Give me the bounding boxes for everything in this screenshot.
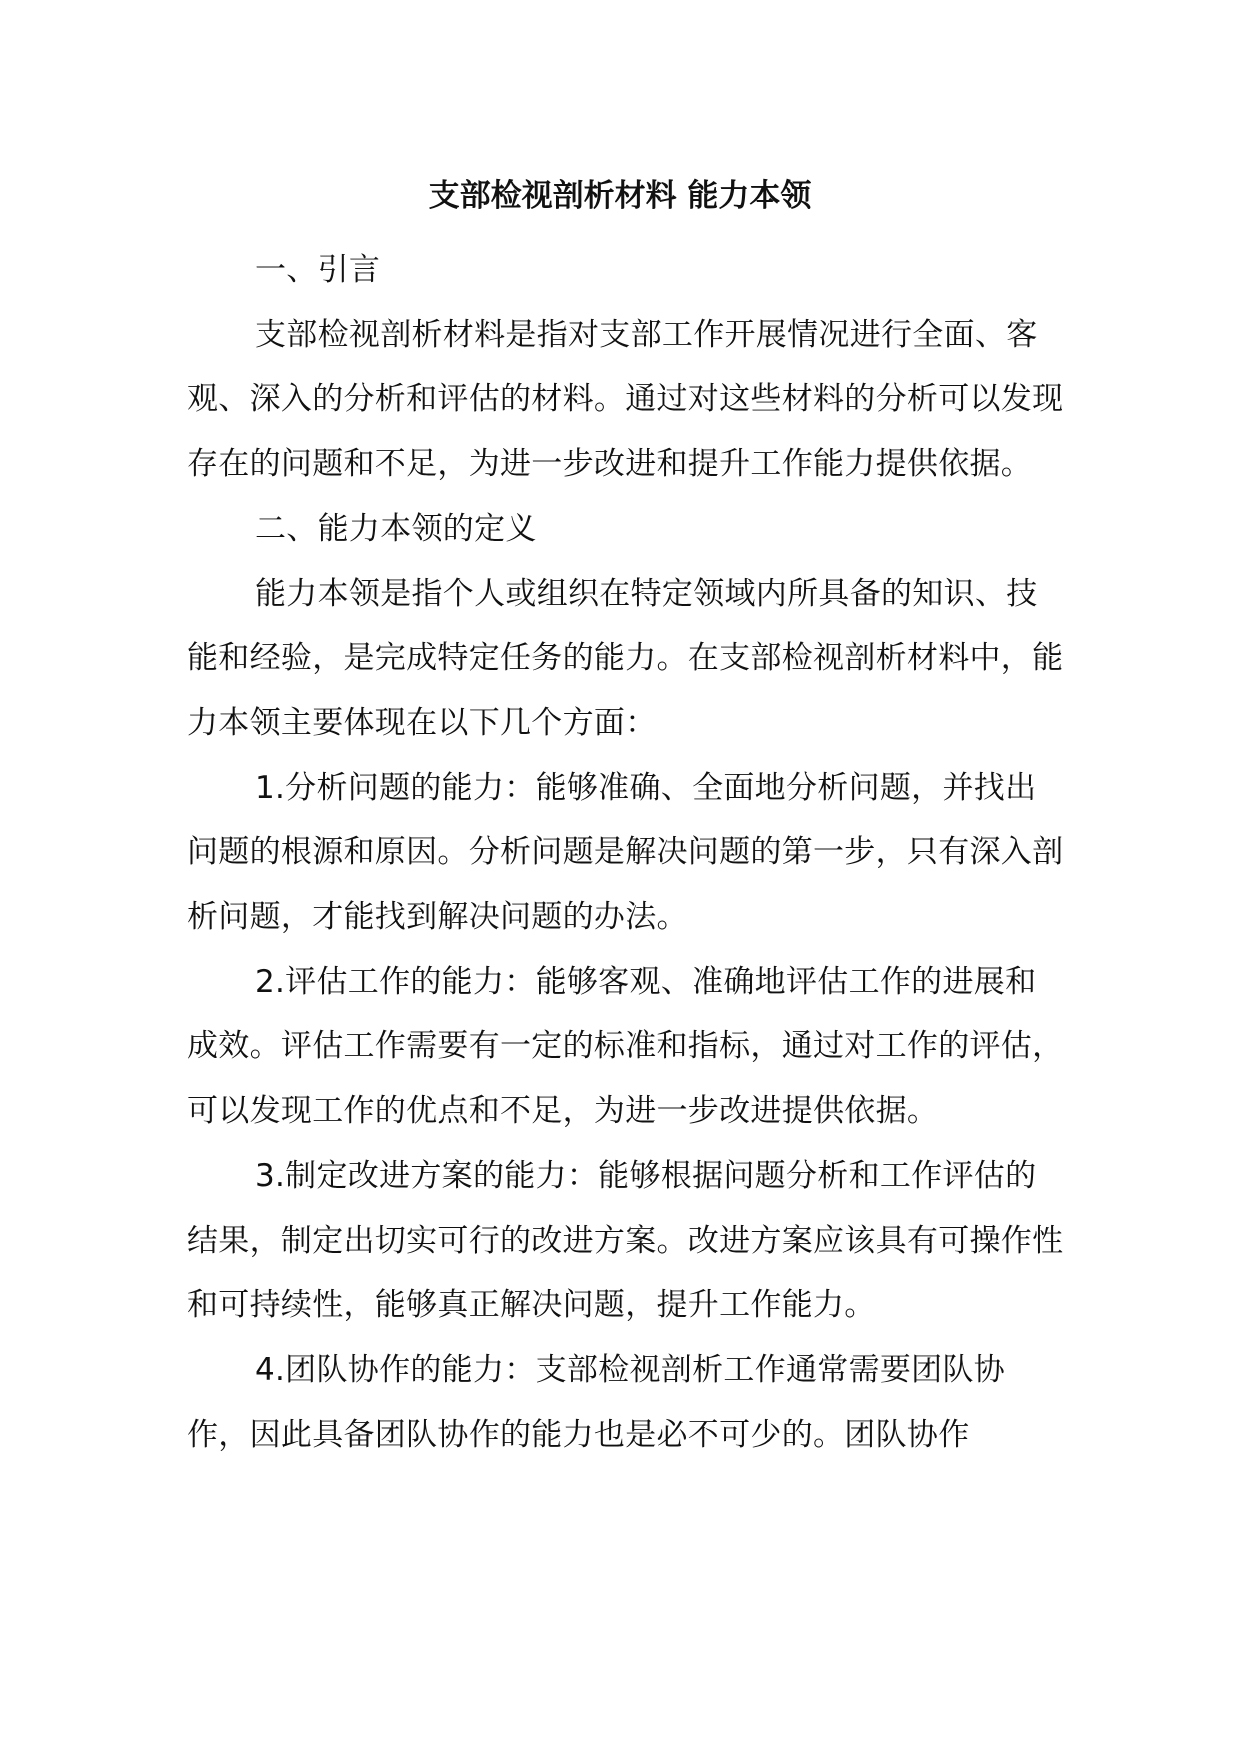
document-body: [187, 238, 1067, 1467]
document-title: 支部检视剖析材料 能力本领: [428, 178, 812, 214]
section-heading-definition: 二、能力本领的定义: [255, 510, 537, 547]
paragraph-definition: 能力本领是指个人或组织在特定领域内所具备的知识、技能和经验，是完成特定任务的能力。在支部检视剖析材料中，能力本领主要体现在以下几个方面：: [187, 575, 1064, 741]
list-item-improvement-plan: 3.制定改进方案的能力：能够根据问题分析和工作评估的结果，制定出切实可行的改进方案。改进方案应该具有可操作性和可持续性，能够真正解决问题，提升工作能力。: [187, 1157, 1064, 1324]
list-item-analysis: 1.分析问题的能力：能够准确、全面地分析问题，并找出问题的根源和原因。分析问题是解决问题的第一步，只有深入剖析问题，才能找到解决问题的办法。: [187, 769, 1064, 936]
section-heading-introduction: 一、引言: [255, 252, 381, 288]
list-item-teamwork: 4.团队协作的能力：支部检视剖析工作通常需要团队协作，因此具备团队协作的能力也是必不可少的。团队协作: [187, 1351, 1006, 1453]
paragraph-introduction: 支部检视剖析材料是指对支部工作开展情况进行全面、客观、深入的分析和评估的材料。通过对这些材料的分析可以发现存在的问题和不足，为进一步改进和提升工作能力提供依据。: [187, 316, 1064, 483]
list-item-evaluation: 2.评估工作的能力：能够客观、准确地评估工作的进展和成效。评估工作需要有一定的标准和指标，通过对工作的评估，可以发现工作的优点和不足，为进一步改进提供依据。: [187, 963, 1064, 1130]
